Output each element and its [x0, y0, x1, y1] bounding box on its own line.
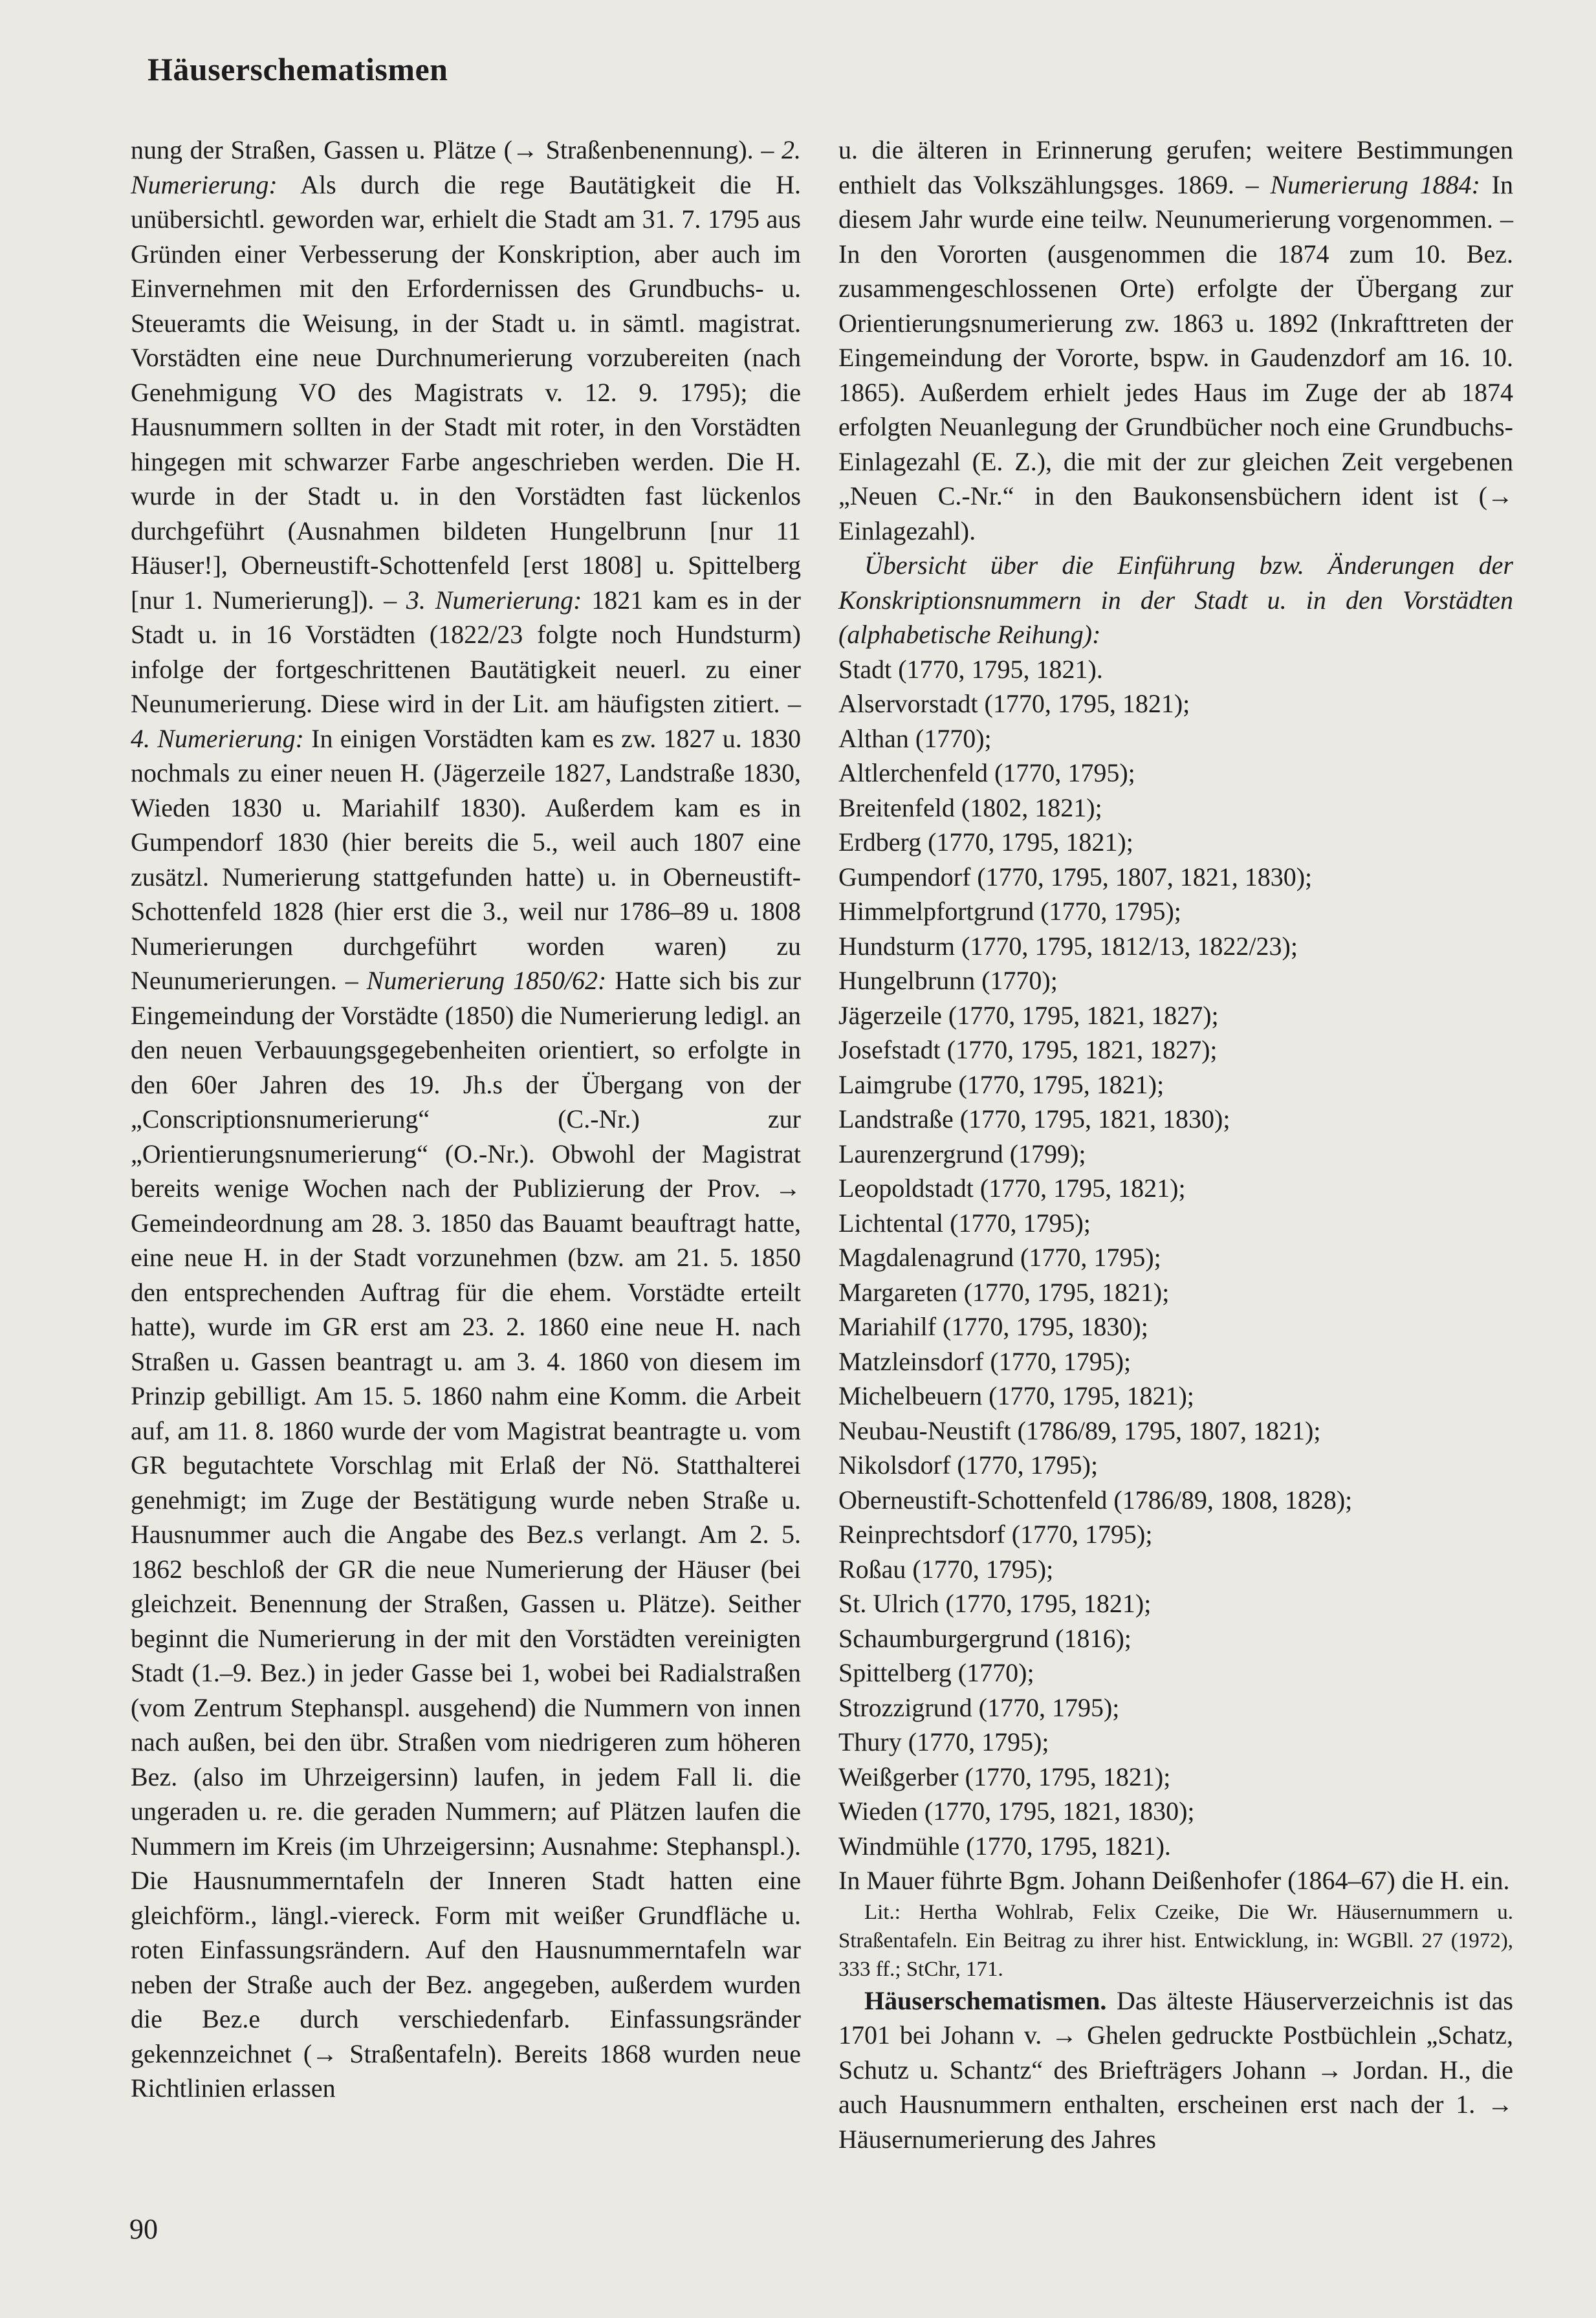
list-item: Laurenzergrund (1799);: [838, 1139, 1086, 1168]
right-intro: [838, 133, 1513, 548]
list-item: Althan (1770);: [838, 723, 992, 753]
text-span: Hatte sich bis zur Eingemeindung der Vorstädte (1850) die Numerierung ledigl. an den neuen Verbauungsgegebenheiten orientiert, so erfolgte in den 60er Jahren des 19. Jh.s der Übergang von der „Conscriptionsnumerierung“ (C.-Nr.) zur „Orientierungsnumerierung“ (O.-Nr.). Obwohl der Magistrat bereits wenige Wochen nach der Publizierung der Prov. → Gemeindeordnung am 28. 3. 1850 das Bauamt beauftragt hatte, eine neue H. in der Stadt vorzunehmen (bzw. am 21. 5. 1850 den entsprechenden Auftrag für die ehem. Vorstädte erteilt hatte), wurde im GR erst am 23. 2. 1860 eine neue H. nach Straßen u. Gassen beantragt u. am 3. 4. 1860 von diesem im Prinzip gebilligt. Am 15. 5. 1860 nahm eine Komm. die Arbeit auf, am 11. 8. 1860 wurde der vom Magistrat beantragte u. vom GR begutachtete Vorschlag mit Erlaß der Nö. Statthalterei genehmigt; im Zuge der Bestätigung wurde neben Straße u. Hausnummer auch die Angabe des Bez.s verlangt. Am 2. 5. 1862 beschloß der GR die neue Numerierung der Häuser (bei gleichzeit. Benennung der Straßen, Gassen u. Plätze). Seither beginnt die Numerierung in der mit den Vorstädten vereinigten Stadt (1.–9. Bez.) in jeder Gasse bei 1, wobei bei Radialstraßen (vom Zentrum Stephanspl. ausgehend) die Nummern von innen nach außen, bei den übr. Straßen vom niedrigeren zum höheren Bez. (also im Uhrzeigersinn) laufen, in jedem Fall li. die ungeraden u. re. die geraden Nummern; auf Plätzen laufen die Nummern im Kreis (im Uhrzeigersinn; Ausnahme: Stephanspl.). Die Hausnummerntafeln der Inneren Stadt hatten eine gleichförm., längl.-viereck. Form mit weißer Grundfläche u. roten Einfassungsrändern. Auf den Hausnummerntafeln war neben der Straße auch der Bez. angegeben, außerdem wurden die Bez.e durch verschiedenfarb. Einfassungsränder gekennzeichnet (→ Straßentafeln). Bereits 1868 wurden neue Richtlinien erlassen: [131, 966, 801, 2103]
list-item: Altlerchenfeld (1770, 1795);: [838, 758, 1135, 787]
encyclopedia-entry: [838, 1984, 1513, 2157]
list-item: Landstraße (1770, 1795, 1821, 1830);: [838, 1104, 1230, 1133]
list-item: Gumpendorf (1770, 1795, 1807, 1821, 1830);: [838, 862, 1313, 891]
entry-text: Das älteste Häuserverzeichnis ist das 1701 bei Johann v. → Ghelen gedruckte Postbüchlein „Schatz, Schutz u. Schantz“ des Briefträgers Johann → Jordan. H., die auch Hausnummern enthalten, erscheinen erst nach der 1. → Häusernumerierung des Jahres: [838, 1985, 1513, 2154]
list-item: Michelbeuern (1770, 1795, 1821);: [838, 1381, 1194, 1410]
list-item: Spittelberg (1770);: [838, 1658, 1034, 1687]
list-item: Josefstadt (1770, 1795, 1821, 1827);: [838, 1035, 1218, 1064]
text-span: 1821 kam es in der Stadt u. in 16 Vorstädten (1822/23 folgte noch Hundsturm) infolge der fortgeschrittenen Bautätigkeit neuerl. zu einer Neunumerierung. Diese wird in der Lit. am häufigsten zitiert. –: [131, 585, 801, 718]
section-label: Numerierung 1884:: [1270, 169, 1480, 199]
list-item: Matzleinsdorf (1770, 1795);: [838, 1346, 1131, 1376]
list-item: Margareten (1770, 1795, 1821);: [838, 1277, 1170, 1307]
list-item: St. Ulrich (1770, 1795, 1821);: [838, 1589, 1152, 1618]
right-column: [838, 133, 1513, 2156]
suburb-list: [838, 652, 1513, 1898]
list-item: Laimgrube (1770, 1795, 1821);: [838, 1069, 1164, 1099]
text-span: In diesem Jahr wurde eine teilw. Neunumerierung vorgenommen. – In den Vororten (ausgenommen die 1874 zum 10. Bez. zusammengeschlossenen Orte) erfolgte der Übergang zur Orientierungsnumerierung zw. 1863 u. 1892 (Inkrafttreten der Eingemeindung der Vororte, bspw. in Gaudenzdorf am 16. 10. 1865). Außerdem erhielt jedes Haus im Zuge der ab 1874 erfolgten Neuanlegung der Grundbücher noch eine Grundbuchs-Einlagezahl (E. Z.), die mit der zur gleichen Zeit vergebenen „Neuen C.-Nr.“ in den Baukonsensbüchern ident ist (→ Einlagezahl).: [838, 169, 1514, 545]
list-item: Reinprechtsdorf (1770, 1795);: [838, 1520, 1153, 1549]
list-item: Windmühle (1770, 1795, 1821).: [838, 1831, 1171, 1861]
list-item: Erdberg (1770, 1795, 1821);: [838, 827, 1133, 857]
list-item: In Mauer führte Bgm. Johann Deißenhofer (1864–67) die H. ein.: [838, 1866, 1510, 1895]
list-item: Roßau (1770, 1795);: [838, 1554, 1054, 1584]
list-item: Jägerzeile (1770, 1795, 1821, 1827);: [838, 1000, 1219, 1030]
section-label: 4. Numerierung:: [131, 723, 304, 753]
list-item: Strozzigrund (1770, 1795);: [838, 1692, 1120, 1722]
running-header: Häuserschematismen: [148, 51, 448, 87]
list-item: Breitenfeld (1802, 1821);: [838, 793, 1102, 822]
entry-title: Häuserschematismen.: [864, 1985, 1107, 2015]
overview-heading: [838, 548, 1513, 652]
section-label: 3. Numerierung:: [406, 585, 582, 615]
list-item: Oberneustift-Schottenfeld (1786/89, 1808, 1828);: [838, 1485, 1353, 1514]
section-label: Numerierung 1850/62:: [366, 966, 607, 995]
literature-note: Lit.: Hertha Wohlrab, Felix Czeike, Die Wr. Häusernummern u. Straßentafeln. Ein Beitrag zu ihrer hist. Entwicklung, in: WGBll. 27 (1972), 333 ff.; StChr, 171.: [838, 1900, 1513, 1981]
list-item: Neubau-Neustift (1786/89, 1795, 1807, 1821);: [838, 1416, 1321, 1445]
list-item: Stadt (1770, 1795, 1821).: [838, 654, 1103, 684]
list-item: Himmelpfortgrund (1770, 1795);: [838, 897, 1181, 926]
list-item: Alservorstadt (1770, 1795, 1821);: [838, 689, 1190, 718]
section-label: 2. Numerierung:: [131, 135, 801, 199]
overview-heading-text: Übersicht über die Einführung bzw. Änderungen der Konskriptionsnummern in der Stadt u. in den Vorstädten (alphabetische Reihung):: [838, 551, 1513, 649]
list-item: Schaumburgergrund (1816);: [838, 1623, 1131, 1653]
list-item: Lichtental (1770, 1795);: [838, 1208, 1091, 1238]
page-number: 90: [129, 2213, 158, 2245]
list-item: Hundsturm (1770, 1795, 1812/13, 1822/23);: [838, 931, 1298, 961]
text-span: u. die älteren in Erinnerung gerufen; weitere Bestimmungen enthielt das Volkszählungsges. 1869. –: [838, 135, 1513, 199]
list-item: Hungelbrunn (1770);: [838, 966, 1058, 995]
text-span: In einigen Vorstädten kam es zw. 1827 u. 1830 nochmals zu einer neuen H. (Jägerzeile 1827, Landstraße 1830, Wieden 1830 u. Mariahilf 1830). Außerdem kam es in Gumpendorf 1830 (hier bereits die 5., weil auch 1807 eine zusätzl. Numerierung stattgefunden hatte) u. in Oberneustift-Schottenfeld 1828 (hier erst die 3., weil nur 1786–89 u. 1808 Numerierungen durchgeführt worden waren) zu Neunumerierungen. –: [131, 723, 801, 995]
list-item: Nikolsdorf (1770, 1795);: [838, 1450, 1099, 1480]
left-column: [131, 133, 801, 2106]
list-item: Leopoldstadt (1770, 1795, 1821);: [838, 1174, 1186, 1203]
list-item: Weißgerber (1770, 1795, 1821);: [838, 1762, 1171, 1791]
list-item: Magdalenagrund (1770, 1795);: [838, 1243, 1161, 1272]
list-item: Wieden (1770, 1795, 1821, 1830);: [838, 1797, 1195, 1826]
text-span: nung der Straßen, Gassen u. Plätze (→ Straßenbenennung). –: [131, 135, 782, 164]
text-span: Als durch die rege Bautätigkeit die H. unübersichtl. geworden war, erhielt die Stadt am 31. 7. 1795 aus Gründen einer Verbesserung der Konskription, aber auch im Einvernehmen mit den Erfordernissen des Grundbuchs- u. Steueramts die Weisung, in der Stadt u. in sämtl. magistrat. Vorstädten eine neue Durchnumerierung vorzubereiten (nach Genehmigung VO des Magistrats v. 12. 9. 1795); die Hausnummern sollten in der Stadt mit roter, in den Vorstädten hingegen mit schwarzer Farbe angeschrieben werden. Die H. wurde in der Stadt u. in den Vorstädten fast lückenlos durchgeführt (Ausnahmen bildeten Hungelbrunn [nur 11 Häuser!], Oberneustift-Schottenfeld [erst 1808] u. Spittelberg [nur 1. Numerierung]). –: [131, 169, 801, 615]
list-item: Thury (1770, 1795);: [838, 1727, 1049, 1756]
list-item: Mariahilf (1770, 1795, 1830);: [838, 1312, 1148, 1341]
left-text: [131, 133, 801, 2106]
